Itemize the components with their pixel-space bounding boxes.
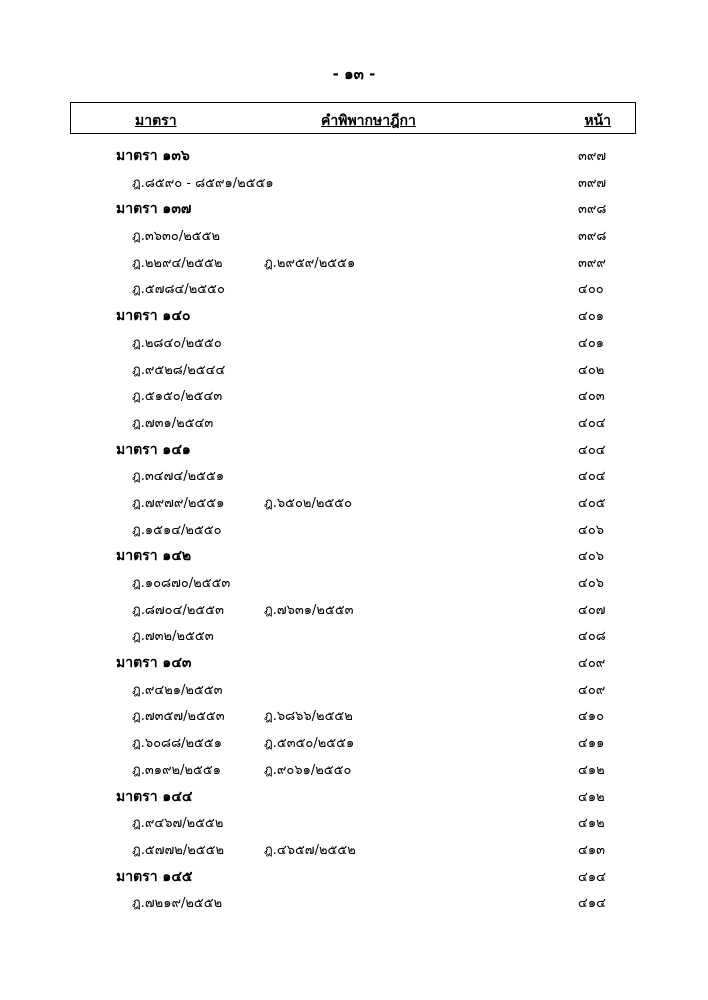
page-ref: ๔๐๙: [578, 682, 606, 698]
case-row: [0, 407, 708, 434]
case-row: [0, 674, 708, 701]
case-ref-secondary: ฎ.๙๐๖๑/๒๕๕๐: [264, 762, 352, 778]
page-ref: ๔๐๖: [578, 549, 605, 565]
case-ref: ฎ.๗๓๕๗/๒๕๕๓: [132, 709, 225, 725]
page-ref: ๔๑๒: [578, 789, 605, 805]
case-ref: ฎ.๓๑๙๒/๒๕๕๑: [132, 762, 221, 778]
case-row: [0, 807, 708, 834]
section-title: มาตรา ๑๓๗: [116, 201, 192, 218]
page-ref: ๔๐๗: [578, 602, 606, 618]
case-ref-secondary: ฎ.๗๖๓๑/๒๕๕๓: [264, 602, 354, 618]
page-ref: ๔๑๐: [578, 709, 605, 725]
case-row: [0, 887, 708, 914]
case-row: [0, 700, 708, 727]
page-ref: ๔๐๓: [578, 389, 605, 405]
section-title: มาตรา ๑๔๓: [116, 655, 192, 672]
case-row: [0, 220, 708, 247]
case-ref: ฎ.๕๗๘๔/๒๕๕๐: [132, 282, 225, 298]
header-ruling: คำพิพากษาฎีกา: [321, 113, 416, 129]
case-ref-secondary: ฎ.๕๓๕๐/๒๕๕๑: [264, 736, 355, 752]
case-ref: ฎ.๖๐๘๘/๒๕๕๑: [132, 736, 222, 752]
index-list: [0, 140, 708, 914]
page-ref: ๔๐๒: [578, 362, 605, 378]
page-ref: ๔๐๑: [578, 335, 605, 351]
page-ref: ๔๐๖: [578, 576, 605, 591]
case-ref: ฎ.๙๔๒๑/๒๕๕๓: [132, 682, 223, 698]
case-ref-secondary: ฎ.๖๕๐๒/๒๕๕๐: [264, 495, 353, 511]
section-title: มาตรา ๑๔๒: [116, 548, 192, 565]
page-ref: ๔๐๖: [578, 522, 605, 538]
case-row: [0, 620, 708, 647]
page-ref: ๓๙๙: [578, 255, 606, 271]
page-ref: ๔๐๔: [578, 415, 606, 431]
page-number: - ๑๓ -: [332, 65, 376, 83]
case-row: [0, 380, 708, 407]
case-row: [0, 247, 708, 274]
case-ref: ฎ.๗๒๑๙/๒๕๕๒: [132, 896, 223, 912]
case-ref: ฎ.๗๓๑/๒๕๔๓: [132, 415, 214, 431]
case-ref: ฎ.๑๐๘๗๐/๒๕๕๓: [132, 576, 231, 591]
section-row: [0, 434, 708, 461]
case-ref: ฎ.๒๘๔๐/๒๕๕๐: [132, 335, 222, 351]
page-ref: ๔๐๑: [578, 309, 605, 325]
page-ref: ๔๑๔: [578, 869, 606, 885]
case-ref: ฎ.๙๔๖๗/๒๕๕๒: [132, 816, 224, 832]
case-row: [0, 594, 708, 621]
table-header: [70, 102, 636, 134]
page-ref: ๔๐๔: [578, 469, 606, 485]
page-ref: ๔๐๔: [578, 442, 606, 458]
case-ref: ฎ.๕๑๕๐/๒๕๔๓: [132, 389, 223, 405]
page-ref: ๔๑๒: [578, 816, 605, 832]
case-ref: ฎ.๕๗๗๒/๒๕๕๒: [132, 842, 225, 858]
header-page: หน้า: [584, 113, 611, 129]
section-title: มาตรา ๑๔๔: [116, 788, 193, 805]
case-row: [0, 567, 708, 594]
case-ref-secondary: ฎ.๔๖๕๗/๒๕๕๒: [264, 842, 356, 858]
case-row: [0, 273, 708, 300]
case-ref: ฎ.๘๗๐๔/๒๕๕๓: [132, 602, 224, 618]
case-row: [0, 727, 708, 754]
case-row: [0, 834, 708, 861]
case-ref: ฎ.๓๔๗๔/๒๕๕๑: [132, 469, 225, 485]
section-title: มาตรา ๑๔๐: [116, 308, 191, 325]
page-ref: ๔๐๙: [578, 656, 606, 672]
section-title: มาตรา ๑๔๕: [116, 868, 193, 885]
case-row: [0, 754, 708, 781]
case-ref: ฎ.๗๙๗๙/๒๕๕๑: [132, 495, 225, 511]
section-row: [0, 861, 708, 888]
section-row: [0, 300, 708, 327]
page-ref: ๔๐๐: [578, 282, 604, 298]
case-ref: ฎ.๘๕๙๐ - ๘๕๙๑/๒๕๕๑: [132, 175, 274, 191]
case-row: [0, 167, 708, 194]
page-ref: ๓๙๘: [578, 202, 607, 218]
page-ref: ๔๑๑: [578, 736, 605, 752]
page-ref: ๔๐๕: [578, 495, 606, 511]
page-ref: ๔๑๒: [578, 762, 605, 778]
case-ref: ฎ.๑๕๑๔/๒๕๕๐: [132, 522, 222, 538]
case-ref-secondary: ฎ.๖๘๖๖/๒๕๕๒: [264, 709, 353, 725]
page-ref: ๓๙๘: [578, 229, 607, 245]
page-ref: ๔๐๘: [578, 629, 606, 645]
case-ref: ฎ.๒๒๙๔/๒๕๕๒: [132, 255, 223, 271]
case-ref: ฎ.๙๕๒๘/๒๕๔๔: [132, 362, 226, 378]
section-title: มาตรา ๑๔๑: [116, 441, 191, 458]
page-ref: ๔๑๔: [578, 896, 606, 912]
case-ref: ฎ.๗๓๒/๒๕๕๓: [132, 629, 214, 645]
section-row: [0, 781, 708, 808]
page-ref: ๓๙๗: [578, 149, 607, 164]
case-row: [0, 354, 708, 381]
case-row: [0, 514, 708, 541]
page-ref: ๔๑๓: [578, 842, 605, 858]
section-row: [0, 140, 708, 167]
header-section: มาตรา: [135, 113, 177, 129]
section-row: [0, 647, 708, 674]
case-row: [0, 327, 708, 354]
section-title: มาตรา ๑๓๖: [116, 148, 190, 164]
case-ref: ฎ.๓๖๓๐/๒๕๕๒: [132, 229, 221, 245]
case-row: [0, 460, 708, 487]
section-row: [0, 193, 708, 220]
page-ref: ๓๙๗: [578, 175, 607, 191]
case-row: [0, 487, 708, 514]
case-ref-secondary: ฎ.๒๙๕๙/๒๕๕๑: [264, 255, 356, 271]
section-row: [0, 540, 708, 567]
